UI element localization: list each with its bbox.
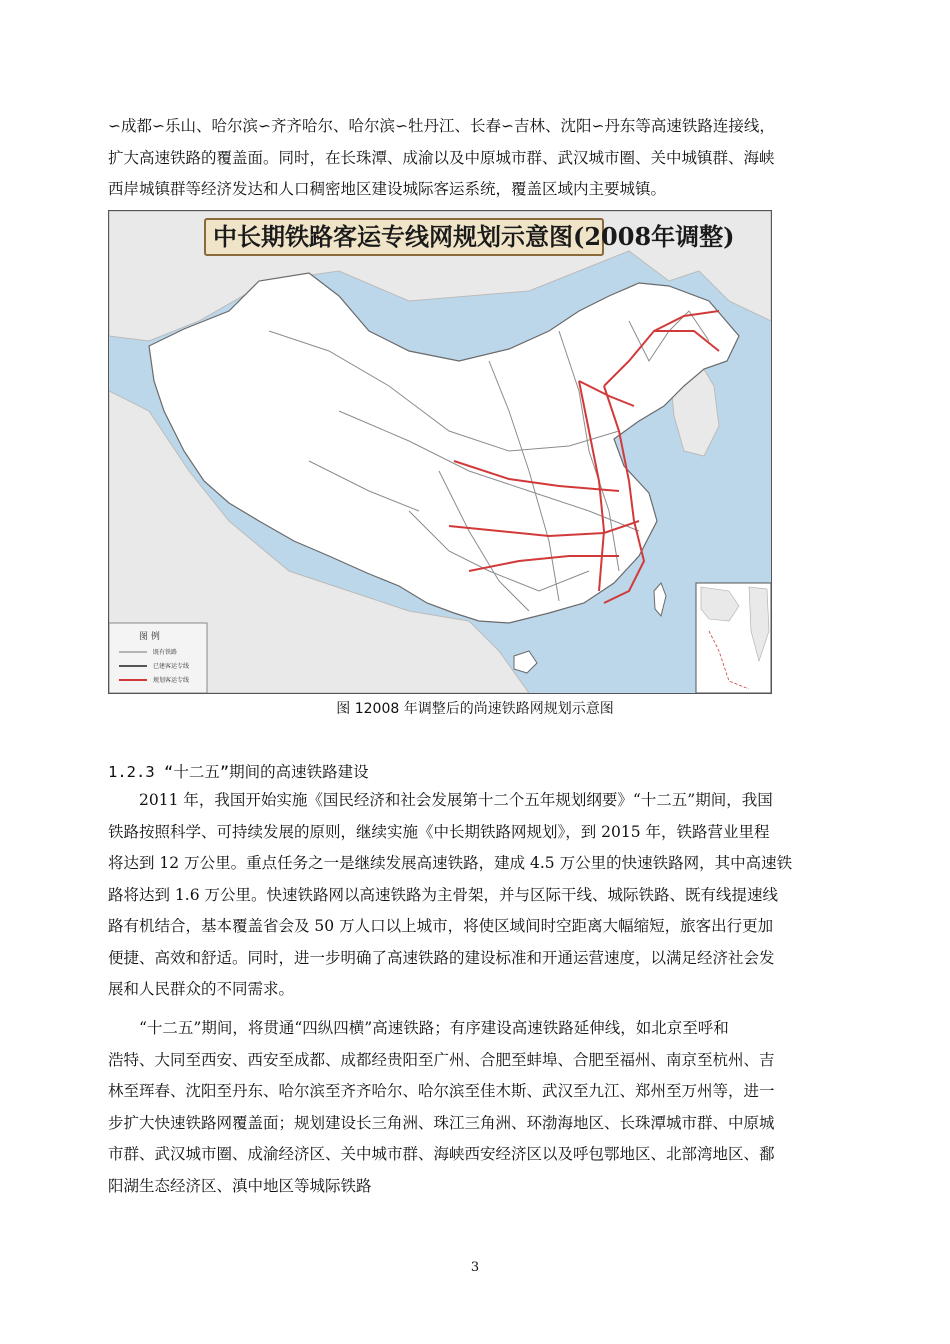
paragraph-1 — [108, 785, 853, 1006]
intro-paragraph — [108, 111, 853, 206]
text-line: 扩大高速铁路的覆盖面。同时，在长珠潭、成渝以及中原城市群、武汉城市圈、关中城镇群、海峡 — [108, 148, 775, 167]
text-line: ∽成都∽乐山、哈尔滨∽齐齐哈尔、哈尔滨∽牡丹江、长春∽吉林、沈阳∽丹东等高速铁路连接线， — [108, 117, 775, 135]
figure-caption: 图 12008 年调整后的尚速铁路网规划示意图 — [336, 701, 614, 717]
text-line: 路将达到 1.6 万公里。快速铁路网以高速铁路为主骨架，并与区际干线、城际铁路、既有线提速线 — [108, 885, 779, 904]
railway-map-figure — [108, 210, 772, 694]
china-railway-map — [109, 211, 771, 693]
text-line: 铁路按照科学、可持续发展的原则，继续实施《中长期铁路网规划》，到 2015 年，铁路营业里程 — [108, 822, 770, 841]
text-line: 步扩大快速铁路网覆盖面；规划建设长三角洲、珠江三角洲、环渤海地区、长珠潭城市群、中原城 — [108, 1113, 775, 1132]
text-line: 2011 年，我国开始实施《国民经济和社会发展第十二个五年规划纲要》“十二五”期间，我国 — [139, 791, 773, 809]
section-heading: 1.2.3 “十二五”期间的高速铁路建设 — [108, 763, 369, 781]
south-china-sea-inset — [696, 583, 771, 693]
text-line: 阳湖生态经济区、滇中地区等城际铁路 — [108, 1176, 372, 1195]
map-title: 中长期铁路客运专线网规划示意图(2008年调整) — [213, 222, 735, 251]
map-legend — [109, 623, 207, 693]
page-number: 3 — [470, 1260, 480, 1275]
text-line: 市群、武汉城市圈、成渝经济区、关中城市群、海峡西安经济区以及呼包鄂地区、北部湾地区、鄱 — [108, 1145, 775, 1163]
text-line: 将达到 12 万公里。重点任务之一是继续发展高速铁路，建成 4.5 万公里的快速铁路网，其中高速铁 — [108, 854, 793, 872]
taiwan — [654, 583, 666, 616]
paragraph-2 — [108, 1013, 853, 1202]
legend-item-planned: 规划客运专线 — [153, 677, 190, 684]
legend-title: 图 例 — [139, 632, 160, 642]
text-line: “十二五”期间，将贯通“四纵四横”高速铁路；有序建设高速铁路延伸线，如北京至呼和 — [139, 1019, 729, 1037]
legend-item-existing: 既有铁路 — [153, 649, 178, 656]
text-line: 西岸城镇群等经济发达和人口稠密地区建设城际客运系统，覆盖区域内主要城镇。 — [108, 180, 667, 198]
text-line: 展和人民群众的不同需求。 — [108, 980, 295, 998]
text-line: 便捷、高效和舒适。同时，进一步明确了高速铁路的建设标准和开通运营速度，以满足经济社会发 — [108, 948, 775, 967]
text-line: 浩特、大同至西安、西安至成都、成都经贵阳至广州、合肥至蚌埠、合肥至福州、南京至杭州、吉 — [108, 1050, 775, 1069]
text-line: 林至珲春、沈阳至丹东、哈尔滨至齐齐哈尔、哈尔滨至佳木斯、武汉至九江、郑州至万州等，进一 — [108, 1082, 775, 1100]
hainan — [514, 651, 537, 673]
legend-item-built: 已建客运专线 — [153, 663, 190, 670]
text-line: 路有机结合，基本覆盖省会及 50 万人口以上城市，将使区域间时空距离大幅缩短，旅客出行更加 — [108, 917, 774, 935]
